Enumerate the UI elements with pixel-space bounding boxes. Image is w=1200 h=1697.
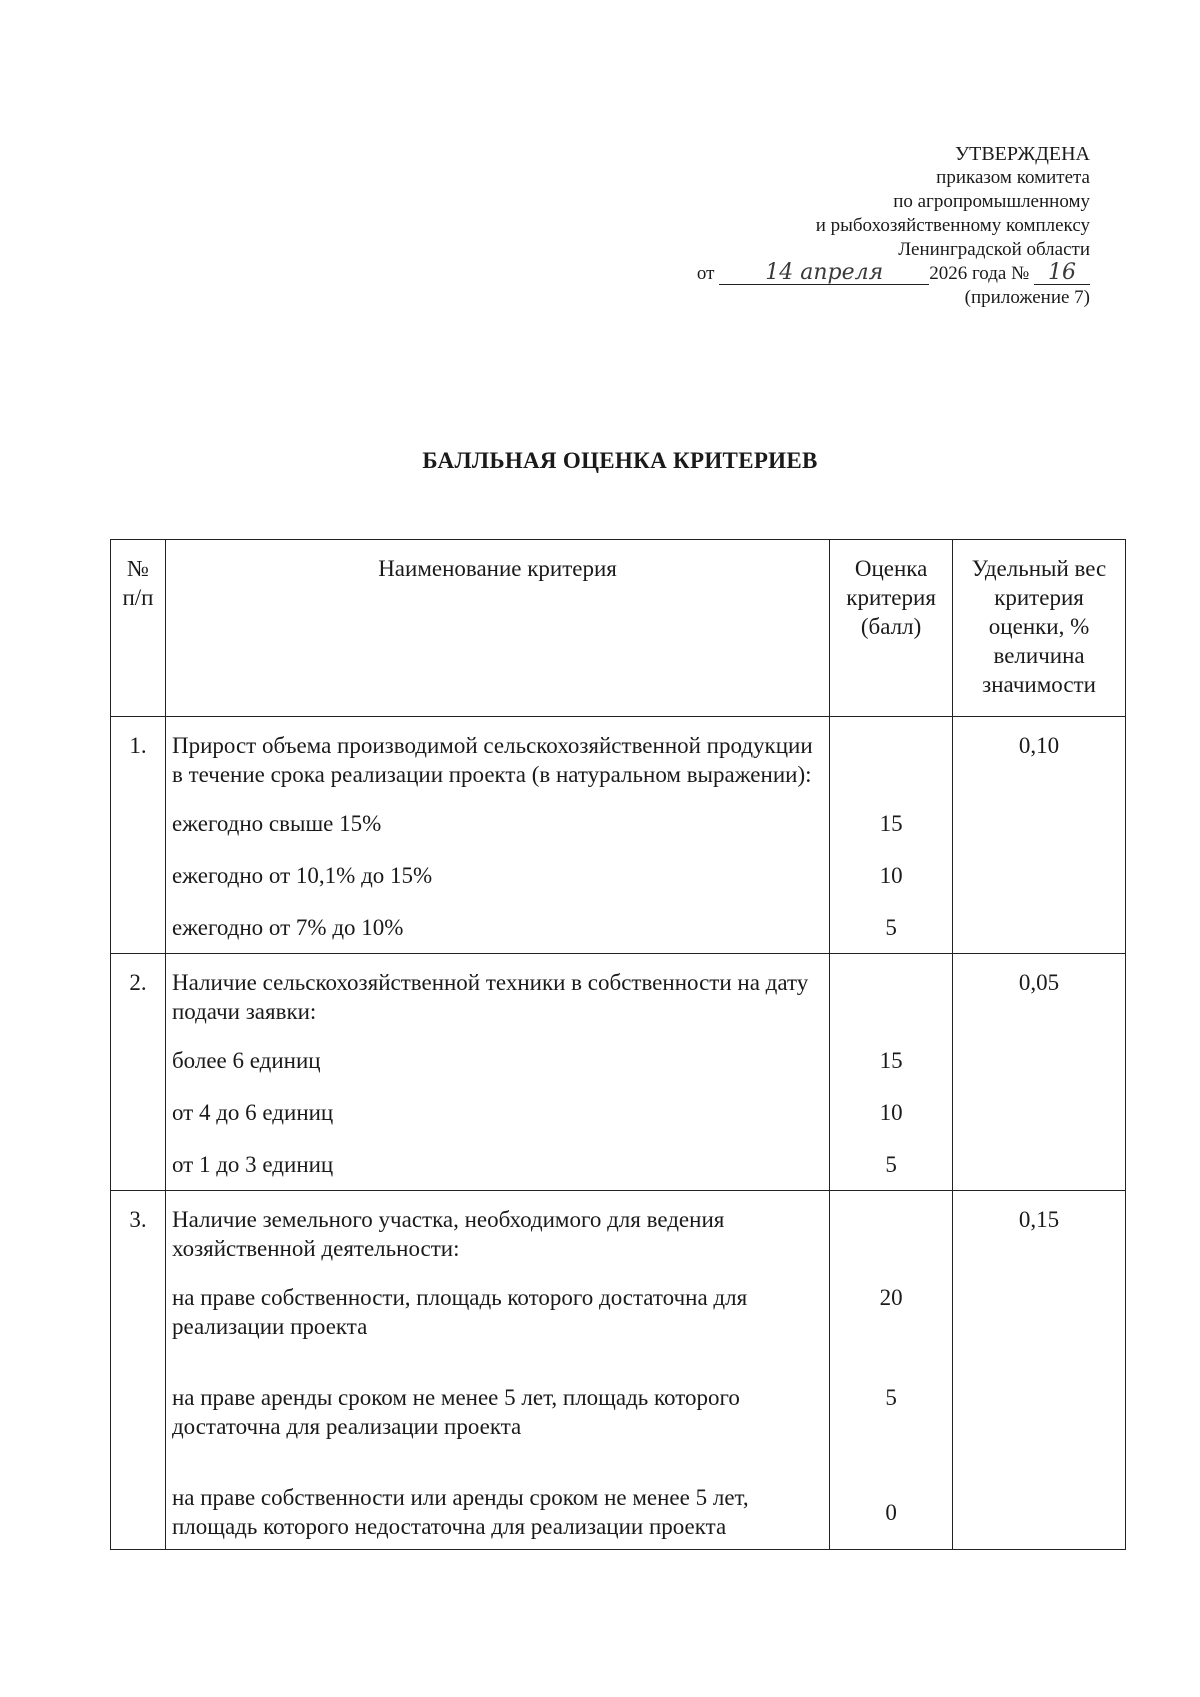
handwritten-date: 14 апреля [719, 262, 929, 285]
option-score: 5 [830, 1138, 953, 1191]
order-year: 2026 года № [929, 263, 1030, 284]
criterion-name: Прирост объема производимой сельскохозяйственной продукции в течение срока реализации проекта (в натуральном выражении): [165, 717, 829, 798]
criterion-row [111, 1191, 1126, 1272]
option-row [111, 1034, 1126, 1086]
option-text: ежегодно свыше 15% [165, 797, 829, 849]
header-name: Наименование критерия [165, 540, 829, 717]
option-row [111, 849, 1126, 901]
option-text: ежегодно от 7% до 10% [165, 901, 829, 954]
criterion-weight: 0,05 [953, 954, 1126, 1035]
option-score: 10 [830, 849, 953, 901]
criterion-number: 2. [111, 954, 166, 1035]
approval-stamp-block [697, 142, 1090, 310]
criterion-weight: 0,15 [953, 1191, 1126, 1272]
header-weight: Удельный вес критерия оценки, % величина значимости [953, 540, 1126, 717]
option-score: 10 [830, 1086, 953, 1138]
appendix-label: (приложение 7) [964, 287, 1090, 308]
approval-line: и рыбохозяйственному комплексу [815, 215, 1090, 236]
option-score: 15 [830, 1034, 953, 1086]
criterion-row [111, 954, 1126, 1035]
approval-line: по агропромышленному [893, 191, 1090, 212]
criterion-number: 3. [111, 1191, 166, 1272]
option-row [111, 1371, 1126, 1471]
criteria-table [110, 539, 1126, 1550]
criterion-name: Наличие сельскохозяйственной техники в собственности на дату подачи заявки: [165, 954, 829, 1035]
order-date-row [697, 262, 1090, 286]
option-score: 15 [830, 797, 953, 849]
option-score: 20 [830, 1271, 953, 1371]
option-text: на праве собственности или аренды сроком не менее 5 лет, площадь которого недостаточна для реализации проекта [165, 1471, 829, 1550]
option-text: от 4 до 6 единиц [165, 1086, 829, 1138]
criterion-name: Наличие земельного участка, необходимого для ведения хозяйственной деятельности: [165, 1191, 829, 1272]
criterion-score-empty [830, 954, 953, 1035]
criterion-score-empty [830, 717, 953, 798]
option-row [111, 1086, 1126, 1138]
option-score: 0 [830, 1471, 953, 1550]
option-text: на праве собственности, площадь которого достаточна для реализации проекта [165, 1271, 829, 1371]
date-prefix: от [696, 263, 715, 284]
approval-heading: УТВЕРЖДЕНА [954, 143, 1090, 165]
option-score: 5 [830, 901, 953, 954]
approval-line: Ленинградской области [898, 239, 1090, 260]
option-text: более 6 единиц [165, 1034, 829, 1086]
header-score: Оценка критерия (балл) [830, 540, 953, 717]
document-title: БАЛЛЬНАЯ ОЦЕНКА КРИТЕРИЕВ [422, 448, 818, 473]
option-text: от 1 до 3 единиц [165, 1138, 829, 1191]
option-row [111, 797, 1126, 849]
criterion-row [111, 717, 1126, 798]
option-row [111, 1471, 1126, 1550]
option-score: 5 [830, 1371, 953, 1471]
table-header-row [111, 540, 1126, 717]
option-row [111, 1138, 1126, 1191]
criterion-weight: 0,10 [953, 717, 1126, 798]
header-num: № п/п [111, 540, 166, 717]
option-text: ежегодно от 10,1% до 15% [165, 849, 829, 901]
approval-line: приказом комитета [936, 167, 1090, 188]
criterion-number: 1. [111, 717, 166, 798]
option-text: на праве аренды сроком не менее 5 лет, площадь которого достаточна для реализации проекта [165, 1371, 829, 1471]
criterion-score-empty [830, 1191, 953, 1272]
option-row [111, 901, 1126, 954]
handwritten-order-number: 16 [1034, 262, 1090, 285]
option-row [111, 1271, 1126, 1371]
